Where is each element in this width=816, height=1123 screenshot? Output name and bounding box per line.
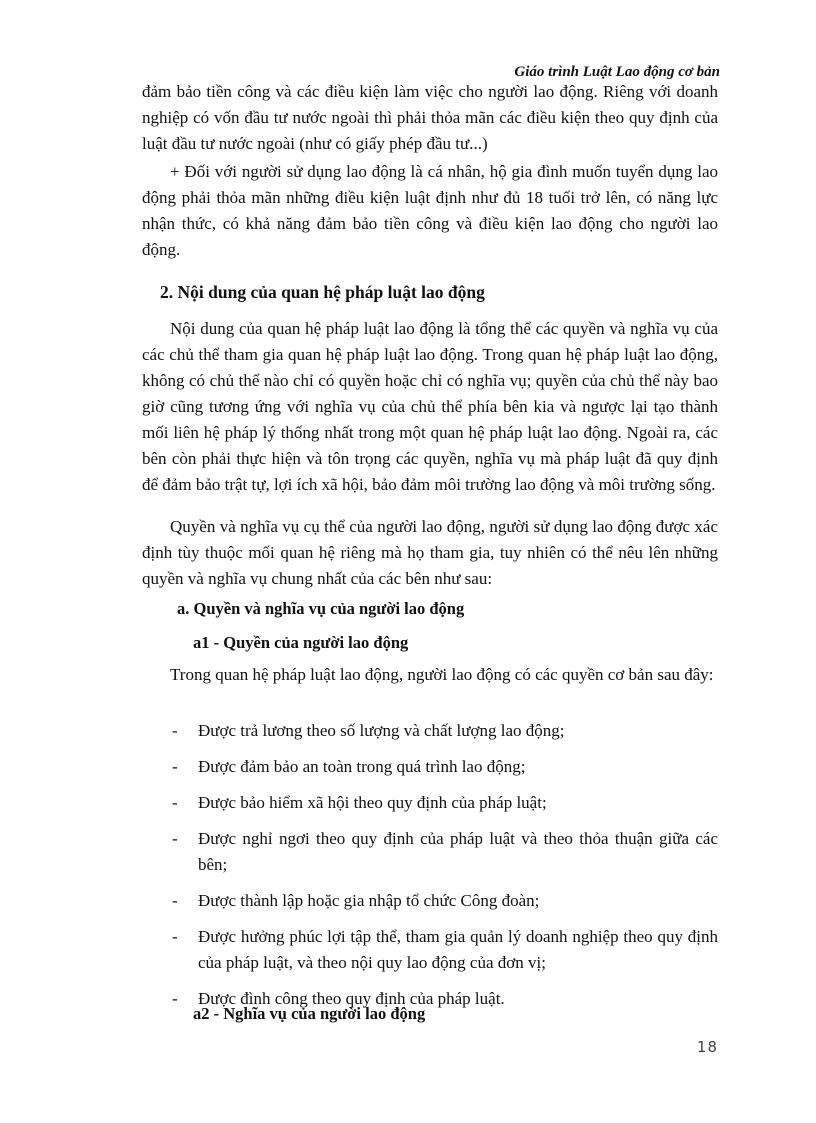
- page-number: 18: [696, 1038, 718, 1056]
- paragraph-rights-lead: Trong quan hệ pháp luật lao động, người lao động có các quyền cơ bản sau đây:: [170, 665, 714, 684]
- paragraph-rights-intro: Quyền và nghĩa vụ cụ thể của người lao động, người sử dụng lao động được xác định tùy thuộc mối quan hệ riêng mà họ tham gia, tuy nhiên có thể nêu lên những quyền và nghĩa vụ chung nhất của các bên như sau:: [142, 517, 718, 588]
- section-heading: 2. Nội dung của quan hệ pháp luật lao động: [160, 282, 485, 302]
- running-header: Giáo trình Luật Lao động cơ bản: [514, 64, 720, 80]
- list-item: - Được nghỉ ngơi theo quy định của pháp luật và theo thỏa thuận giữa các bên;: [172, 829, 718, 874]
- subheading-a: a. Quyền và nghĩa vụ của người lao động: [177, 599, 465, 618]
- list-item: - Được trả lương theo số lượng và chất lượng lao động;: [172, 721, 565, 740]
- paragraph-content-definition: Nội dung của quan hệ pháp luật lao động là tổng thể các quyền và nghĩa vụ của các chủ thể tham gia quan hệ pháp luật lao động. Trong quan hệ pháp luật lao động, không có chủ thể nào chỉ có quyền hoặc chỉ có nghĩa vụ; quyền của chủ thể này bao giờ cũng tương ứng với nghĩa vụ của chủ thể phía bên kia và ngược lại tạo thành mối liên hệ pháp lý thống nhất trong một quan hệ pháp luật lao động. Ngoài ra, các bên còn phải thực hiện và tôn trọng các quyền, nghĩa vụ mà pháp luật đã quy định để đảm bảo trật tự, lợi ích xã hội, bảo đảm môi trường lao động và môi trường sống.: [142, 319, 718, 494]
- subheading-a2: a2 - Nghĩa vụ của người lao động: [193, 1004, 426, 1023]
- list-item: - Được thành lập hoặc gia nhập tổ chức Công đoàn;: [172, 891, 540, 910]
- subheading-a1: a1 - Quyền của người lao động: [193, 633, 409, 652]
- list-item: - Được đình công theo quy định của pháp luật.: [172, 989, 505, 1008]
- paragraph-continuation: đảm bảo tiền công và các điều kiện làm việc cho người lao động. Riêng với doanh nghiệp có vốn đầu tư nước ngoài thì phải thỏa mãn các điều kiện theo quy định của luật đầu tư nước ngoài (như có giấy phép đầu tư...): [142, 82, 718, 153]
- list-item: - Được bảo hiểm xã hội theo quy định của pháp luật;: [172, 793, 547, 812]
- list-item: - Được hưởng phúc lợi tập thể, tham gia quản lý doanh nghiệp theo quy định của pháp luật, và theo nội quy lao động của đơn vị;: [172, 927, 718, 972]
- rights-list: [172, 718, 718, 1012]
- paragraph-employer-individual: + Đối với người sử dụng lao động là cá nhân, hộ gia đình muốn tuyển dụng lao động phải thỏa mãn những điều kiện luật định như đủ 18 tuổi trở lên, có năng lực nhận thức, có khả năng đảm bảo tiền công và điều kiện lao động cho người lao động.: [142, 162, 718, 259]
- list-item: - Được đảm bảo an toàn trong quá trình lao động;: [172, 757, 526, 776]
